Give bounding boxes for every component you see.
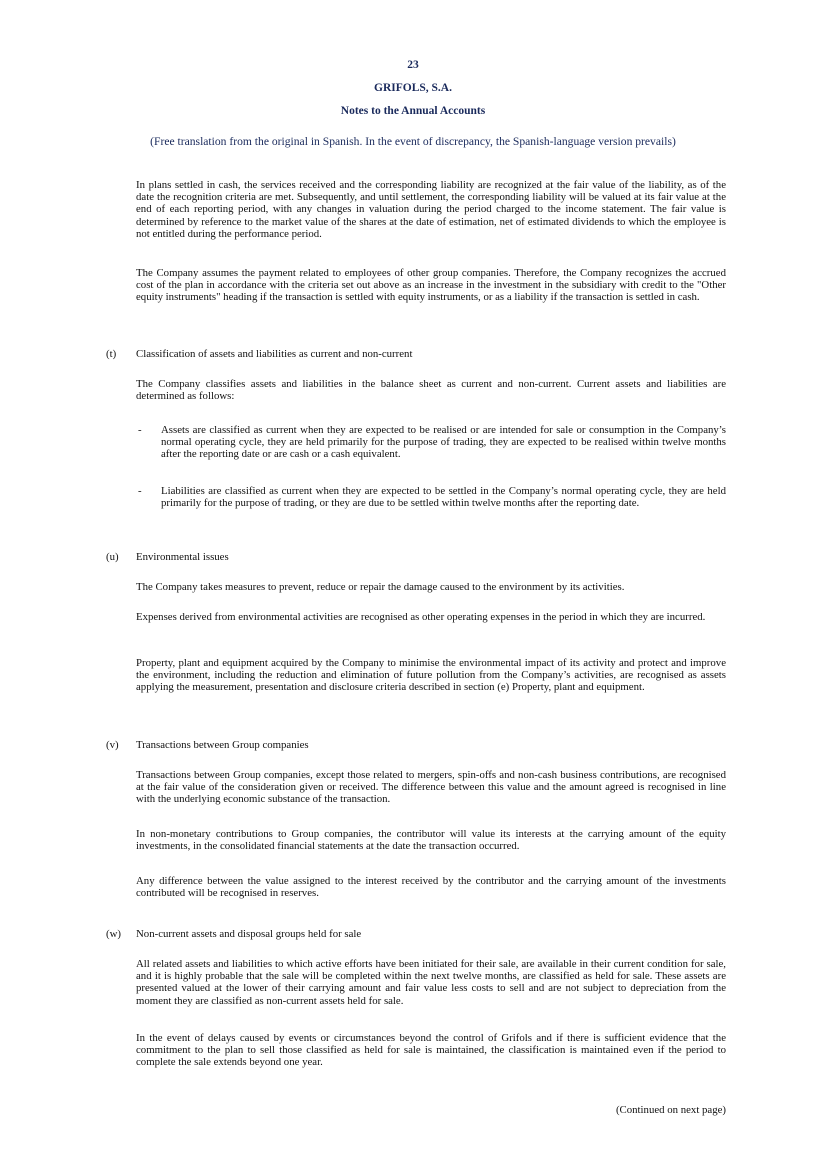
section-u-letter: (u) — [106, 551, 119, 563]
section-u-title: Environmental issues — [136, 551, 229, 563]
intro-paragraph-1: In plans settled in cash, the services received and the corresponding liability are recognized at the fair value of the liability, as of the date the recognition criteria are met. Subsequently, and until settlement, the corresponding liability will be valued at its fair value at the end of each reporting period, with any changes in valuation during the period charged to the income statement. The fair value is determined by reference to the market value of the shares at the date of estimation, net of estimated dividends to which the employee is not entitled during the performance period. — [136, 179, 726, 240]
section-v-paragraph-3: Any difference between the value assigned to the interest received by the contributor and the carrying amount of the investments contributed will be recognised in reserves. — [136, 875, 726, 900]
section-t-bullet-2: Liabilities are classified as current when they are expected to be settled in the Company’s normal operating cycle, they are held primarily for the purpose of trading, or they are due to be settled within twelve months after the reporting date. — [161, 485, 726, 510]
section-w-paragraph-2: In the event of delays caused by events or circumstances beyond the control of Grifols and if there is sufficient evidence that the commitment to the plan to sell those classified as held for sale is maintained, the classification is maintained even if the period to complete the sale extends beyond one year. — [136, 1032, 726, 1069]
section-t-title: Classification of assets and liabilities as current and non-current — [136, 348, 413, 360]
page-number: 23 — [407, 59, 419, 71]
bullet-marker: - — [138, 424, 142, 436]
section-w-title: Non-current assets and disposal groups held for sale — [136, 928, 362, 940]
section-v-paragraph-1: Transactions between Group companies, except those related to mergers, spin-offs and non-cash business contributions, are recognised at the fair value of the consideration given or received. The difference between this value and the amount agreed is recognised in line with the underlying economic substance of the transaction. — [136, 769, 726, 806]
section-t-bullet-1: Assets are classified as current when they are expected to be realised or are intended for sale or consumption in the Company’s normal operating cycle, they are held primarily for the purpose of trading, they are expected to be realised within twelve months after the reporting date or are cash or a cash equivalent. — [161, 424, 726, 461]
section-v-letter: (v) — [106, 739, 119, 751]
translation-note: (Free translation from the original in Spanish. In the event of discrepancy, the Spanish-language version prevails) — [150, 135, 676, 148]
section-v-title: Transactions between Group companies — [136, 739, 309, 751]
section-w-letter: (w) — [106, 928, 121, 940]
section-u-paragraph-3: Property, plant and equipment acquired by the Company to minimise the environmental impact of its activity and protect and improve the environment, including the reduction and elimination of future pollution from the Company’s activities, are recognised as assets applying the measurement, presentation and disclosure criteria described in section (e) Property, plant and equipment. — [136, 657, 726, 694]
company-name: GRIFOLS, S.A. — [374, 82, 452, 94]
section-u-paragraph-2: Expenses derived from environmental activities are recognised as other operating expenses in the period in which they are incurred. — [136, 611, 706, 623]
section-t-paragraph-1: The Company classifies assets and liabilities in the balance sheet as current and non-current. Current assets and liabilities are determined as follows: — [136, 378, 726, 403]
bullet-marker: - — [138, 485, 142, 497]
section-u-paragraph-1: The Company takes measures to prevent, reduce or repair the damage caused to the environment by its activities. — [136, 581, 625, 593]
document-subtitle: Notes to the Annual Accounts — [340, 105, 486, 117]
intro-paragraph-2: The Company assumes the payment related to employees of other group companies. Therefore, the Company recognizes the accrued cost of the plan in accordance with the criteria set out above as an increase in the investment in the subsidiary with credit to the "Other equity instruments" heading if the transaction is settled with equity instruments, or as a liability if the transaction is settled in cash. — [136, 267, 726, 304]
continued-note: (Continued on next page) — [615, 1104, 726, 1116]
section-t-letter: (t) — [106, 348, 117, 360]
section-v-paragraph-2: In non-monetary contributions to Group companies, the contributor will value its interests at the carrying amount of the equity investments, in the consolidated financial statements at the date the transaction occurred. — [136, 828, 726, 853]
section-w-paragraph-1: All related assets and liabilities to which active efforts have been initiated for their sale, are available in their current condition for sale, and it is highly probable that the sale will be completed within the next twelve months, are classified as held for sale. These assets are presented valued at the lower of their carrying amount and fair value less costs to sell and are not subject to depreciation from the moment they are classified as non-current assets held for sale. — [136, 958, 726, 1007]
